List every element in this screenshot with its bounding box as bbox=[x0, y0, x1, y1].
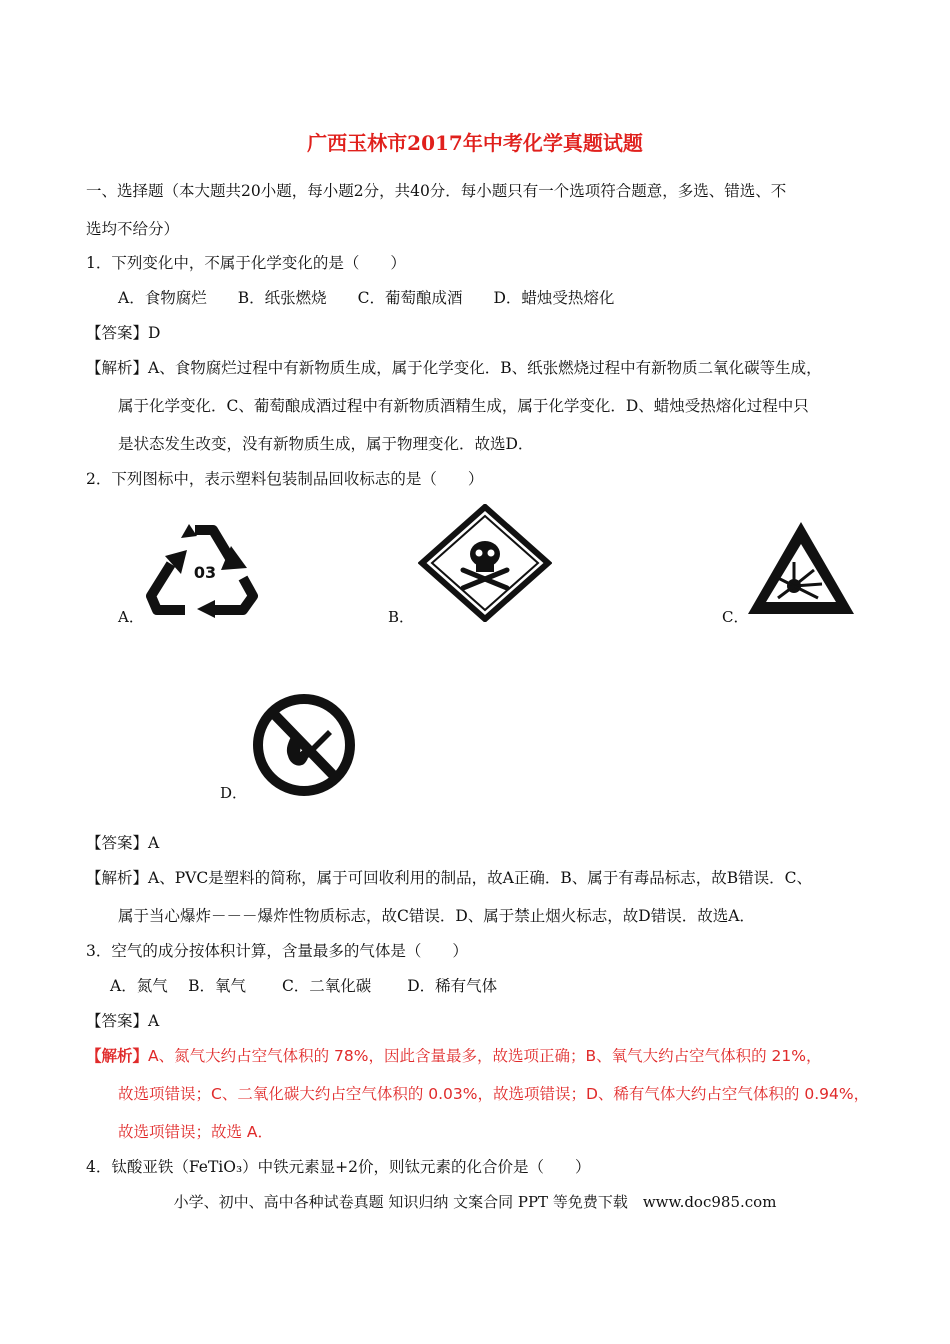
q3-analysis-tag: 【解析】 bbox=[86, 1047, 149, 1065]
q1-answer: 【答案】D bbox=[86, 324, 161, 342]
q1-options: A．食物腐烂 B．纸张燃烧 C．葡萄酿成酒 D．蜡烛受热熔化 bbox=[118, 289, 615, 307]
q2-analysis-line1: 【解析】A、PVC是塑料的简称，属于可回收利用的制品，故A正确．B、属于有毒品标志，故B错误．C、 bbox=[86, 869, 813, 887]
q3-analysis-line3: 故选项错误；故选 A． bbox=[118, 1123, 274, 1141]
q2-option-d-label: D． bbox=[220, 784, 248, 802]
q3-options: A．氮气 B．氧气 C．二氧化碳 D．稀有气体 bbox=[110, 977, 498, 995]
no-fire-icon bbox=[248, 692, 360, 798]
q2-option-c-label: C． bbox=[722, 608, 749, 626]
q3-analysis-line2: 故选项错误；C、二氧化碳大约占空气体积的 0.03%，故选项错误；D、稀有气体大约占空气体积的 0.94%， bbox=[118, 1085, 870, 1103]
recycle-plastic-03-icon bbox=[145, 516, 265, 618]
section-heading-line1: 一、选择题（本大题共20小题，每小题2分，共40分．每小题只有一个选项符合题意，多选、错选、不 bbox=[86, 182, 787, 200]
page-title: 广西玉林市2017年中考化学真题试题 bbox=[307, 131, 643, 155]
section-heading-line2: 选均不给分） bbox=[86, 220, 180, 238]
q2-option-b-label: B． bbox=[388, 608, 415, 626]
q2-option-a-label: A． bbox=[118, 608, 144, 626]
q1-analysis-line2: 属于化学变化．C、葡萄酿成酒过程中有新物质酒精生成，属于化学变化．D、蜡烛受热熔化过程中只 bbox=[118, 397, 809, 415]
q2-answer: 【答案】A bbox=[86, 834, 160, 852]
q3-stem: 3．空气的成分按体积计算，含量最多的气体是（ ） bbox=[86, 942, 468, 960]
q1-analysis-line1: 【解析】A、食物腐烂过程中有新物质生成，属于化学变化．B、纸张燃烧过程中有新物质二氧化碳等生成， bbox=[86, 359, 822, 377]
q3-answer: 【答案】A bbox=[86, 1012, 160, 1030]
recycle-code-text: 03 bbox=[193, 563, 217, 582]
toxic-skull-icon bbox=[418, 504, 552, 622]
q1-analysis-line3: 是状态发生改变，没有新物质生成，属于物理变化．故选D． bbox=[118, 435, 534, 453]
explosive-warning-icon bbox=[744, 518, 858, 620]
q2-analysis-line2: 属于当心爆炸－－－爆炸性物质标志，故C错误．D、属于禁止烟火标志，故D错误．故选A． bbox=[118, 907, 755, 925]
q2-stem: 2．下列图标中，表示塑料包装制品回收标志的是（ ） bbox=[86, 470, 484, 488]
q3-analysis-line1 bbox=[86, 1046, 822, 1066]
page-footer: 小学、初中、高中各种试卷真题 知识归纳 文案合同 PPT 等免费下载 www.doc985.com bbox=[173, 1193, 777, 1211]
q1-stem: 1．下列变化中，不属于化学变化的是（ ） bbox=[86, 254, 406, 272]
q4-stem: 4．钛酸亚铁（FeTiO₃）中铁元素显+2价，则钛元素的化合价是（ ） bbox=[86, 1158, 591, 1176]
q3-analysis-text1: A、氮气大约占空气体积的 78%，因此含量最多，故选项正确；B、氧气大约占空气体积的 21%， bbox=[148, 1047, 822, 1065]
